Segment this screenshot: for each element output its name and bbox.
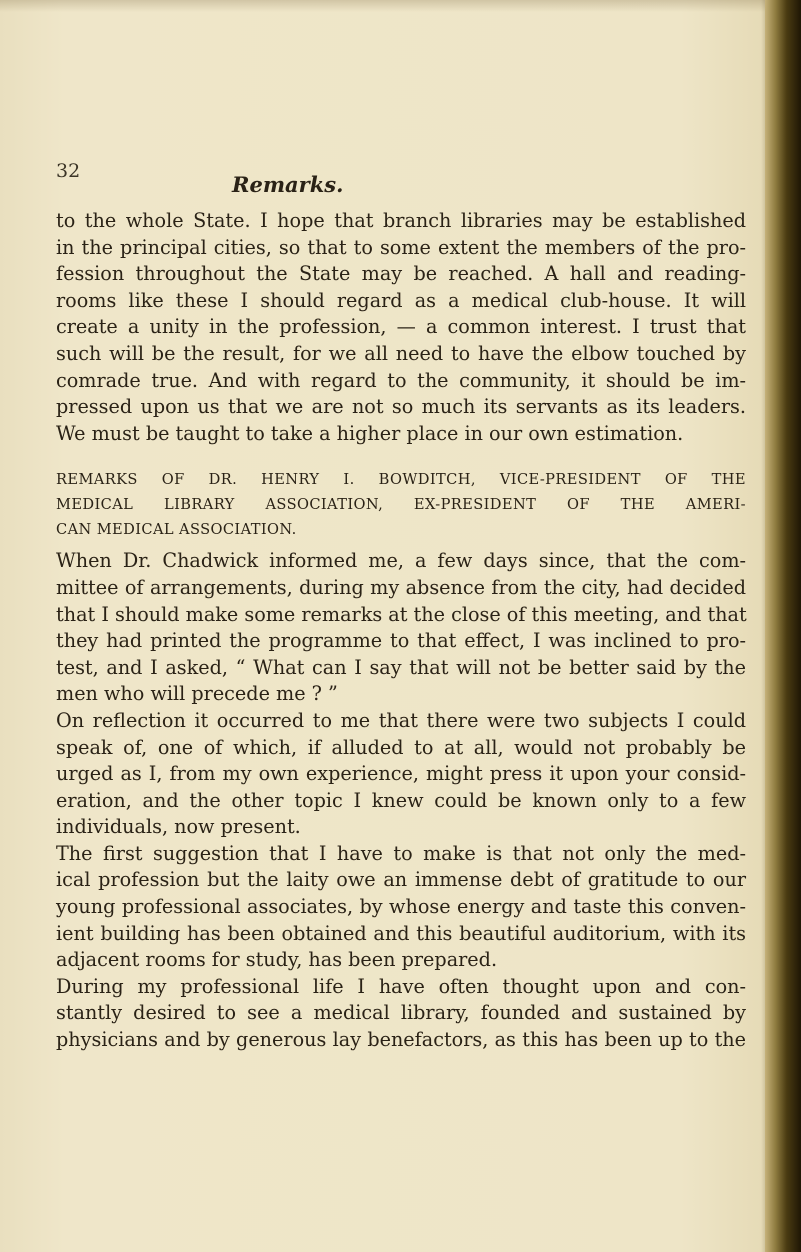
text-line: physicians and by generous lay benefactors, as this has been up to the <box>56 1028 746 1052</box>
running-head: Remarks. <box>232 172 344 197</box>
speech-text <box>56 548 746 1053</box>
text-line: create a unity in the profession, — a common interest. I trust that <box>56 315 746 339</box>
text-line: On reflection it occurred to me that there were two subjects I could <box>56 708 746 732</box>
text-line: mittee of arrangements, during my absence from the city, had decided <box>56 575 746 599</box>
section-heading <box>56 467 746 542</box>
text-line: urged as I, from my own experience, might press it upon your consid- <box>56 762 746 786</box>
book-spine <box>765 0 801 1252</box>
page-top-shadow <box>0 0 801 12</box>
text-line: ient building has been obtained and this beautiful auditorium, with its <box>56 921 746 945</box>
text-line: test, and I asked, “ What can I say that will not be better said by the <box>56 655 746 679</box>
text-line: pressed upon us that we are not so much its servants as its leaders. <box>56 395 746 419</box>
text-line: speak of, one of which, if alluded to at all, would not probably be <box>56 735 746 759</box>
heading-line: MEDICAL LIBRARY ASSOCIATION, EX-PRESIDENT OF THE AMERI- <box>56 496 746 514</box>
text-line: stantly desired to see a medical library, founded and sustained by <box>56 1001 746 1025</box>
text-line: eration, and the other topic I knew could be known only to a few <box>56 788 746 812</box>
page-number: 32 <box>56 160 81 182</box>
text-line: We must be taught to take a higher place in our own estimation. <box>56 421 684 445</box>
text-line: young professional associates, by whose energy and taste this conven- <box>56 895 746 919</box>
heading-line: REMARKS OF DR. HENRY I. BOWDITCH, VICE-PRESIDENT OF THE <box>56 471 746 489</box>
text-line: such will be the result, for we all need to have the elbow touched by <box>56 341 746 365</box>
heading-line: CAN MEDICAL ASSOCIATION. <box>56 521 297 539</box>
text-line: When Dr. Chadwick informed me, a few days since, that the com- <box>56 549 746 573</box>
text-line: individuals, now present. <box>56 815 301 839</box>
text-line: men who will precede me ? ” <box>56 682 338 706</box>
text-line: ical profession but the laity owe an immense debt of gratitude to our <box>56 868 746 892</box>
text-line: that I should make some remarks at the close of this meeting, and that <box>56 602 747 626</box>
text-line: During my professional life I have often thought upon and con- <box>56 974 746 998</box>
continued-paragraph <box>56 208 746 447</box>
text-line: rooms like these I should regard as a medical club-house. It will <box>56 288 746 312</box>
text-line: comrade true. And with regard to the community, it should be im- <box>56 368 746 392</box>
text-line: in the principal cities, so that to some extent the members of the pro- <box>56 235 746 259</box>
text-line: to the whole State. I hope that branch libraries may be established <box>56 209 746 232</box>
body-text <box>56 208 746 1054</box>
text-line: fession throughout the State may be reached. A hall and reading- <box>56 262 746 286</box>
text-line: they had printed the programme to that effect, I was inclined to pro- <box>56 629 746 653</box>
text-line: The first suggestion that I have to make is that not only the med- <box>56 841 746 865</box>
text-line: adjacent rooms for study, has been prepared. <box>56 948 498 972</box>
